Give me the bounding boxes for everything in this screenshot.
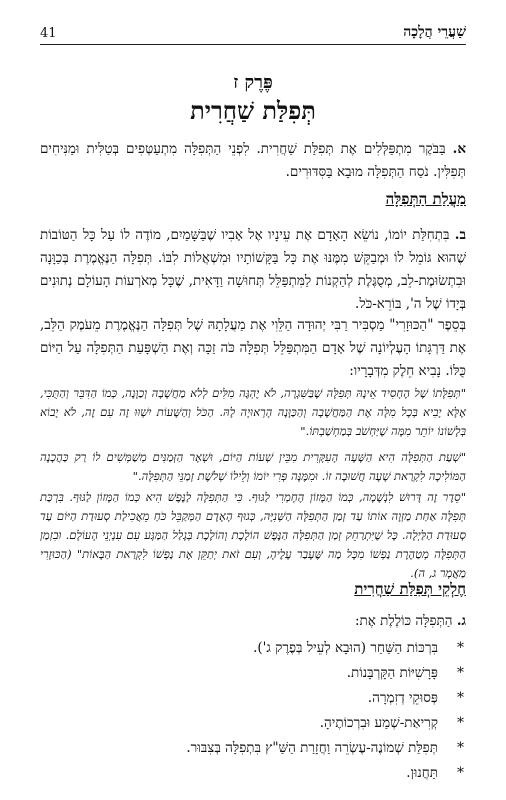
list-item-text: בִּרְכּוֹת הַשַּׁחַר (הוּבָא לְעֵיל בְּפֶרֶק ג'). (253, 640, 438, 656)
paragraph-text: הַתְּפִלָּה כּוֹלֶלֶת אֶת: (355, 613, 453, 629)
paragraph-text: בַּבֹּקֶר מִתְפַּלְּלִים אֶת תְּפִלַּת שַׁחֲרִית. לִפְנֵי הַתְּפִלָּה מִתְעַטְּפִים בְּטַלִּית וּמַנִּיחִים תְּפִלִּין. נֹסַח הַתְּפִלָּה מוּבָא בַּסִּדּוּרִים. (40, 141, 466, 180)
paragraph-text: בִּתְחִלַּת יוֹמוֹ, נוֹשֵׂא הָאָדָם אֶת עֵינָיו אֶל אָבִיו שֶׁבַּשָּׁמַיִם, מוֹדֶה לוֹ עַל כָּל הַטּוֹבוֹת שֶׁהוּא גּוֹמֵל לוֹ וּמְבַקֵּשׁ מִמֶּנּוּ אֶת כָּל בַּקָּשׁוֹתָיו וּמִשְׁאֲלוֹת לִבּוֹ. תְּפִלָּה הַנֶּאֱמֶרֶת בְּכַוָּנָה וּבִתְשׂוּמֶת-לֵב, מְסֻגֶּלֶת לְהַקְנוֹת לַמִּתְפַּלֵּל תְּחוּשָׁה וַדָּאִית, שֶׁכָּל מְאֹרְעוֹת הָעוֹלָם נְתוּנִים בְּיָדוֹ שֶׁל ה', בּוֹרֵא-כֹּל. (40, 227, 466, 312)
list-item (40, 665, 466, 687)
paragraph-b-continued: בְּסֵפֶר "הַכּוּזָרִי" מַסְבִּיר רַבִּי יְהוּדָה הַלֵּוִי אֶת מַעֲלָתָהּ שֶׁל תְּפִלָּה הַנֶּאֱמֶרֶת מֵעֹמֶק הַלֵּב, אֶת דַּרְגָּתוֹ הָעֶלְיוֹנָה שֶׁל אָדָם הַמִּתְפַּלֵּל תְּפִלָּה כֹּה זַכָּה וְאֶת הַשְׁפָּעַת הַתְּפִלָּה עַל הַיּוֹם כֻּלּוֹ. נָבִיא חֵלֶק מִדְּבָרָיו: (40, 317, 466, 379)
paragraph-letter: ג. (456, 613, 466, 629)
bullet-asterisk: * (457, 765, 464, 781)
paragraph-c (40, 610, 466, 633)
page-number: 41 (40, 26, 57, 41)
list-item (40, 640, 466, 662)
list-item-text: קְרִיאַת-שְׁמַע וּבִרְכוֹתֶיהָ. (319, 715, 438, 731)
bullet-asterisk: * (457, 690, 464, 706)
bullet-asterisk: * (457, 715, 464, 731)
list-item (40, 765, 466, 787)
section-heading: מַעֲלַת הַתְּפִלָּה (385, 190, 466, 208)
chapter-title: תְּפִלַּת שַׁחֲרִית (190, 96, 316, 125)
list-item (40, 690, 466, 712)
bullet-asterisk: * (457, 665, 464, 681)
paragraph-letter: ב. (454, 227, 467, 243)
bullet-asterisk: * (457, 640, 464, 656)
list-item-text: תַּחֲנוּן. (406, 765, 438, 781)
paragraph-b (40, 224, 466, 316)
list-item (40, 740, 466, 762)
chapter-label: פֶּרֶק ז (233, 72, 273, 93)
quote-block: "סֵדֶר זֶה דָּרוּשׁ לִנְשָׁמָה, כְּמוֹ הַמָּזוֹן הֶחָמְרִי לַגּוּף. כִּי הַתְּפִלָּה לַנֶּפֶשׁ הִיא כְּמוֹ הַמָּזוֹן לַגּוּף. בִּרְכַּת תְּפִלָּה אַחַת מַזְוָה אוֹתוֹ עַד זְמַן הַתְּפִלָּה הַשְּׁנִיָּה, כְּגוּף הָאָדָם הַמְּקַבֵּל כֹּחַ מֵאֲכִילַת סְעוּדַת הַיּוֹם עַד סְעוּדַת הַלַּיְלָה. כָּל שֶׁיִּתְרַחֵק זְמַן הַתְּפִלָּה הַנֶּפֶשׁ הוֹלֶכֶת וְהוֹלֶכֶת בְּגָלַל הַמַּגָּע עִם עִנְיְנֵי הָעוֹלָם. וּבִזְמַן הַתְּפִלָּה מְטַהֶרֶת נַפְשׁוֹ מִכָּל מַה שֶּׁעָבַר עָלֶיהָ, וְעִם זֹאת יְתַקֵּן אֶת נַפְשׁוֹ לִקְרַאת הַבָּאוֹת" (הַכּוּזָרִי מַאֲמָר ג, ה). (40, 490, 466, 580)
header-rule (40, 44, 466, 45)
paragraph-a (40, 138, 466, 184)
list-item-text: פָּרָשִׁיּוֹת הַקָּרְבָּנוֹת. (346, 665, 438, 681)
quote-block: "שְׁעַת הַתְּפִלָּה הִיא הַשָּׁעָה הָעִקָּרִית מִבֵּין שְׁעוֹת הַיּוֹם, וּשְׁאָר הַזְּמַנִּים מְשַׁמְּשִׁים לוֹ רַק כַּהֲכָנָה הַמּוֹלִיכָה לִקְרַאת שָׁעָה חֲשׁוּבָה זוֹ. וּמִמֶּנָּה פְּרִי יוֹמוֹ וְלֵילוֹ שְׁלֹשֶׁת זְמַנֵּי הַתְּפִלָּה." (40, 450, 466, 483)
list-item (40, 715, 466, 737)
section-heading: חֶלְקֵי תְּפִלַּת שַׁחֲרִית (354, 580, 466, 598)
quote-block: "תְּפִלָּתוֹ שֶׁל הֶחָסִיד אֵינָהּ תְּפִלָּה שֶׁבַּשִּׁגְרָה, לֹא יֶהְגֶּה מִלִּים לְלֹא מַחֲשָׁבָה וְכַוָּנָה, כְּמוֹ הַדִּבֵּר וְהַתֻּכִּי, אֶלָּא יָבִיא בְּכָל מִלָּה אֶת הַמַּחֲשָׁבָה וְהַכַּוָּנָה הָרְאוּיָה לָהּ. הַכֹּל וְהַשָּׁעוֹת יִשְׁוּוּ זֶה עִם זֶה, לֹא יָבוֹא בְּלָשׁוֹנוֹ יוֹתֵר מִמָּה שֶׁיַּחְשֹׁב בְּמַחְשַׁבְתּוֹ." (40, 386, 466, 438)
list-item-text: תְּפִלַּת שְׁמוֹנֶה-עֶשְׂרֵה וַחֲזָרַת הַשַּׁ"ץ בִּתְפִלָּה בְּצִבּוּר. (186, 740, 438, 756)
running-header (40, 24, 466, 46)
list-item-text: פְּסוּקֵי דְזִמְרָה. (367, 690, 438, 706)
running-title: שַׁעֲרֵי הֲלָכָה (403, 24, 466, 40)
bullet-asterisk: * (457, 740, 464, 756)
paragraph-letter: א. (452, 141, 466, 157)
